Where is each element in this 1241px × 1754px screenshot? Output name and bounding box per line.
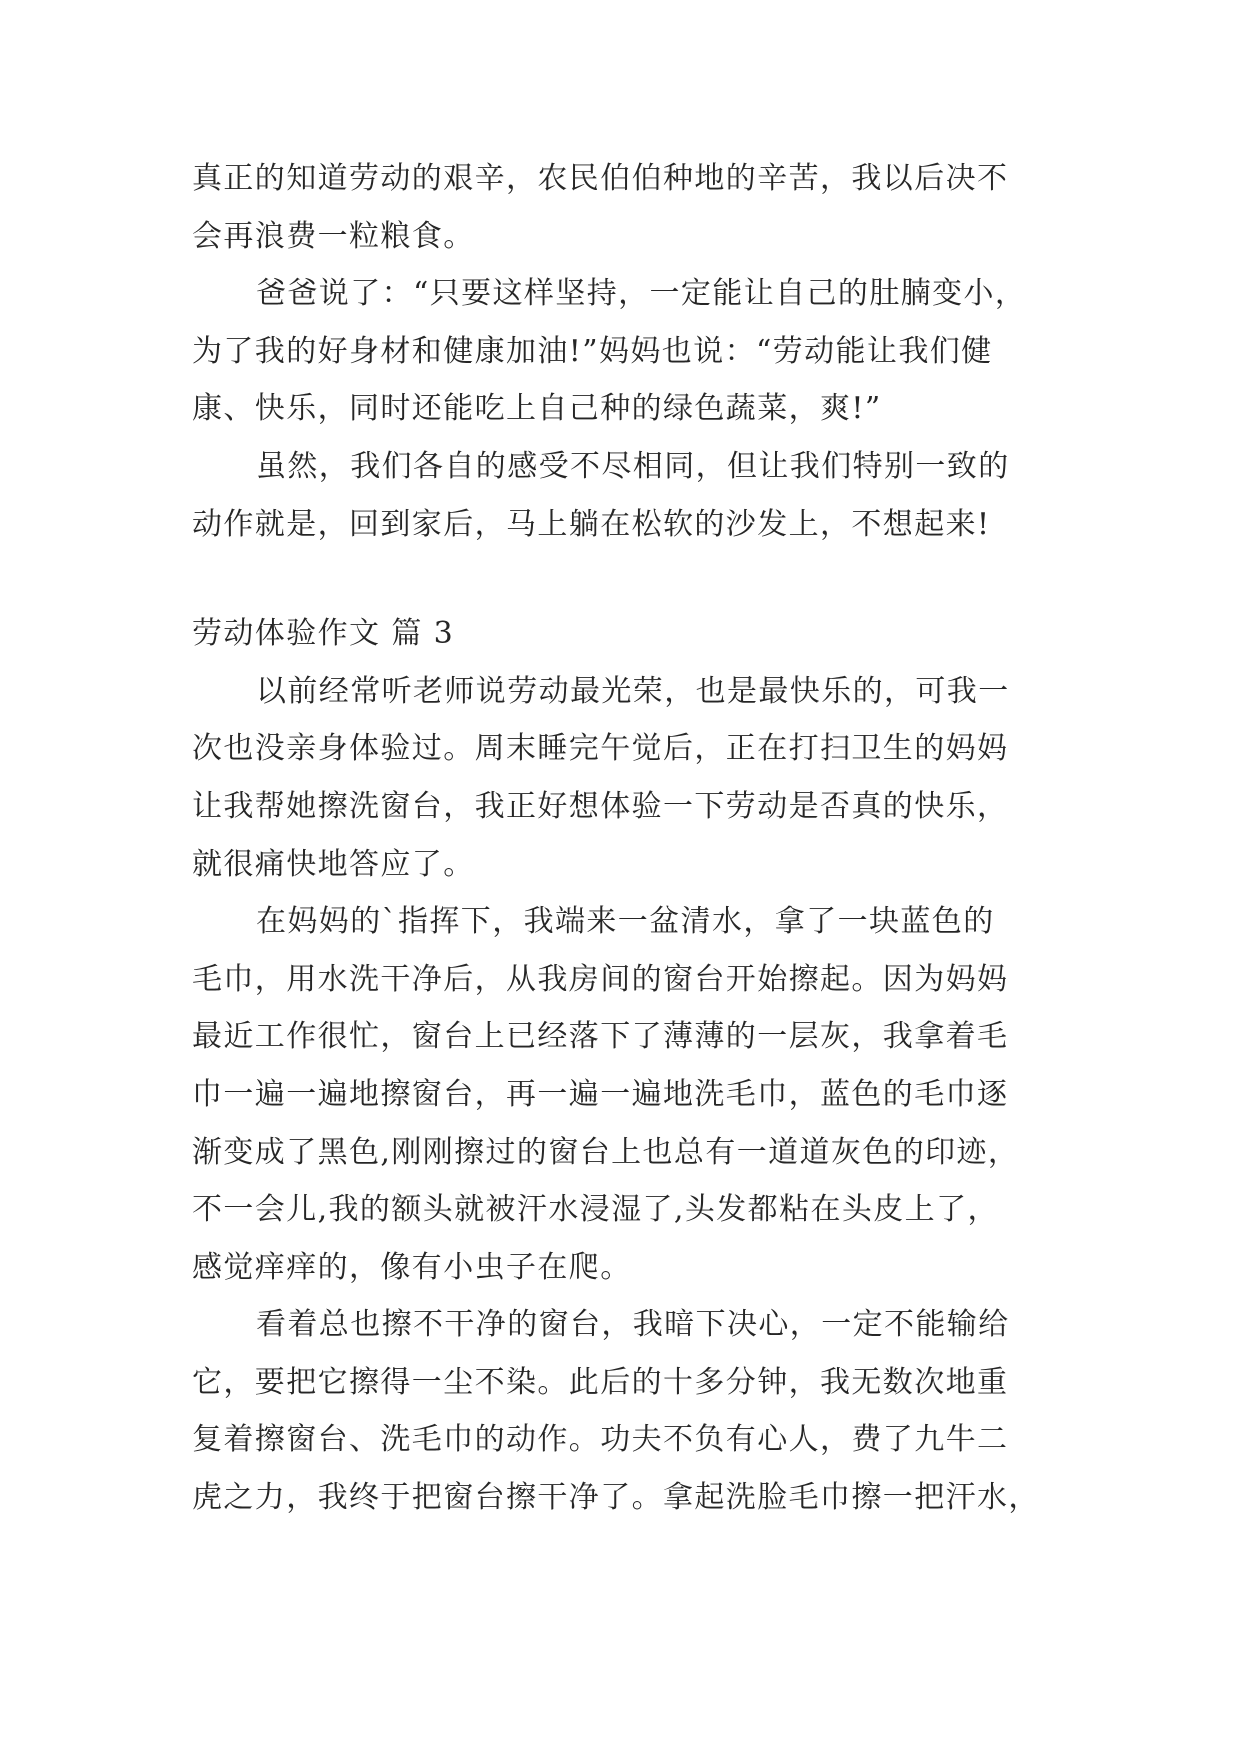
text-line: 看着总也擦不干净的窗台，我暗下决心，一定不能输给 <box>256 1307 1010 1343</box>
paragraph <box>192 893 1062 1296</box>
text-line: 复着擦窗台、洗毛巾的动作。功夫不负有心人，费了九牛二 <box>192 1422 1009 1458</box>
section-heading: 劳动体验作文 篇 3 <box>192 616 455 652</box>
paragraph <box>192 150 1062 265</box>
text-line: 感觉痒痒的，像有小虫子在爬。 <box>192 1249 632 1285</box>
text-line: 虎之力，我终于把窗台擦干净了。拿起洗脸毛巾擦一把汗水， <box>192 1480 1040 1516</box>
text-line: 最近工作很忙，窗台上已经落下了薄薄的一层灰，我拿着毛 <box>192 1019 1009 1055</box>
text-line: 渐变成了黑色,刚刚擦过的窗台上也总有一道道灰色的印迹， <box>192 1134 1020 1170</box>
text-line: 次也没亲身体验过。周末睡完午觉后，正在打扫卫生的妈妈 <box>192 731 1009 767</box>
document-body <box>192 150 1062 1527</box>
text-line: 在妈妈的`指挥下，我端来一盆清水，拿了一块蓝色的 <box>256 904 995 940</box>
text-line: 不一会儿,我的额头就被汗水浸湿了,头发都粘在头皮上了， <box>192 1192 999 1228</box>
paragraph <box>192 663 1062 893</box>
paragraph <box>192 438 1062 553</box>
text-line: 毛巾，用水洗干净后，从我房间的窗台开始擦起。因为妈妈 <box>192 961 1009 997</box>
paragraph <box>192 1296 1062 1526</box>
text-line: 动作就是，回到家后，马上躺在松软的沙发上，不想起来! <box>192 506 991 542</box>
text-line: 让我帮她擦洗窗台，我正好想体验一下劳动是否真的快乐， <box>192 788 1009 824</box>
text-line: 它，要把它擦得一尘不染。此后的十多分钟，我无数次地重 <box>192 1364 1009 1400</box>
paragraph <box>192 265 1062 438</box>
text-line: 虽然，我们各自的感受不尽相同，但让我们特别一致的 <box>256 448 1010 484</box>
text-line: 巾一遍一遍地擦窗台，再一遍一遍地洗毛巾，蓝色的毛巾逐 <box>192 1076 1009 1112</box>
text-line: 真正的知道劳动的艰辛，农民伯伯种地的辛苦，我以后决不 <box>192 161 1009 196</box>
text-line: 会再浪费一粒粮食。 <box>192 218 475 254</box>
text-line: 为了我的好身材和健康加油!”妈妈也说：“劳动能让我们健 <box>192 333 993 369</box>
text-line: 爸爸说了：“只要这样坚持，一定能让自己的肚腩变小， <box>256 276 1027 312</box>
text-line: 就很痛快地答应了。 <box>192 846 475 882</box>
text-line: 康、快乐，同时还能吃上自己种的绿色蔬菜，爽!” <box>192 391 882 427</box>
text-line: 以前经常听老师说劳动最光荣，也是最快乐的，可我一 <box>256 673 1010 709</box>
